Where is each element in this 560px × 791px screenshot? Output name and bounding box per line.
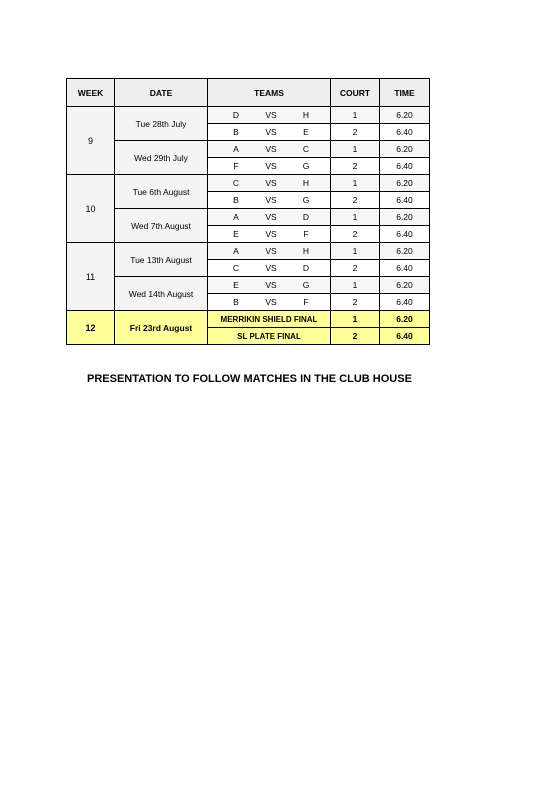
home-team: B xyxy=(233,297,239,307)
match-time: 6.40 xyxy=(380,226,430,243)
away-team: F xyxy=(303,297,309,307)
away-team: G xyxy=(302,161,310,171)
week-number: 10 xyxy=(67,175,115,243)
away-team: G xyxy=(302,280,310,290)
match-time: 6.20 xyxy=(380,277,430,294)
match-court: 1 xyxy=(331,175,380,192)
match-time: 6.20 xyxy=(380,243,430,260)
versus-label: VS xyxy=(265,263,277,273)
match-time: 6.40 xyxy=(380,260,430,277)
match-court: 1 xyxy=(331,243,380,260)
home-team: A xyxy=(233,144,239,154)
final-court: 2 xyxy=(331,328,380,345)
teams-line xyxy=(208,212,330,222)
presentation-note: PRESENTATION TO FOLLOW MATCHES IN THE CLUB HOUSE xyxy=(87,373,412,385)
versus-label: VS xyxy=(265,297,277,307)
versus-label: VS xyxy=(265,110,277,120)
teams-line xyxy=(208,110,330,120)
away-team: H xyxy=(302,246,310,256)
match-teams xyxy=(208,124,331,141)
teams-line xyxy=(208,263,330,273)
away-team: E xyxy=(303,127,309,137)
match-teams xyxy=(208,294,331,311)
match-court: 1 xyxy=(331,141,380,158)
header-teams: TEAMS xyxy=(208,79,331,107)
versus-label: VS xyxy=(265,246,277,256)
match-time: 6.20 xyxy=(380,107,430,124)
match-court: 2 xyxy=(331,192,380,209)
match-court: 2 xyxy=(331,124,380,141)
match-court: 1 xyxy=(331,209,380,226)
match-teams xyxy=(208,158,331,175)
teams-line xyxy=(208,127,330,137)
match-date: Wed 14th August xyxy=(115,277,208,311)
fixtures-body xyxy=(67,107,430,345)
away-team: C xyxy=(302,144,310,154)
versus-label: VS xyxy=(265,280,277,290)
match-teams xyxy=(208,141,331,158)
away-team: F xyxy=(303,229,309,239)
match-row xyxy=(67,243,430,260)
final-date: Fri 23rd August xyxy=(115,311,208,345)
match-time: 6.40 xyxy=(380,294,430,311)
versus-label: VS xyxy=(265,229,277,239)
final-name: SL PLATE FINAL xyxy=(208,328,331,345)
header-date: DATE xyxy=(115,79,208,107)
versus-label: VS xyxy=(265,127,277,137)
match-court: 1 xyxy=(331,277,380,294)
teams-line xyxy=(208,195,330,205)
final-week-number: 12 xyxy=(67,311,115,345)
versus-label: VS xyxy=(265,161,277,171)
match-teams xyxy=(208,107,331,124)
header-week: WEEK xyxy=(67,79,115,107)
match-teams xyxy=(208,226,331,243)
week-number: 9 xyxy=(67,107,115,175)
teams-line xyxy=(208,161,330,171)
home-team: C xyxy=(232,178,240,188)
match-time: 6.20 xyxy=(380,141,430,158)
match-date: Tue 6th August xyxy=(115,175,208,209)
teams-line xyxy=(208,297,330,307)
home-team: B xyxy=(233,195,239,205)
match-date: Tue 28th July xyxy=(115,107,208,141)
away-team: H xyxy=(302,178,310,188)
match-court: 2 xyxy=(331,294,380,311)
match-date: Tue 13th August xyxy=(115,243,208,277)
final-name: MERRIKIN SHIELD FINAL xyxy=(208,311,331,328)
match-teams xyxy=(208,175,331,192)
home-team: A xyxy=(233,246,239,256)
match-time: 6.40 xyxy=(380,124,430,141)
final-time: 6.40 xyxy=(380,328,430,345)
match-teams xyxy=(208,209,331,226)
match-row xyxy=(67,277,430,294)
home-team: A xyxy=(233,212,239,222)
versus-label: VS xyxy=(265,144,277,154)
header-court: COURT xyxy=(331,79,380,107)
teams-line xyxy=(208,229,330,239)
match-court: 1 xyxy=(331,107,380,124)
teams-line xyxy=(208,246,330,256)
match-time: 6.40 xyxy=(380,192,430,209)
header-row xyxy=(67,79,430,107)
match-row xyxy=(67,141,430,158)
away-team: G xyxy=(302,195,310,205)
home-team: E xyxy=(233,229,239,239)
teams-line xyxy=(208,178,330,188)
fixtures-table xyxy=(66,78,430,345)
week-number: 11 xyxy=(67,243,115,311)
match-court: 2 xyxy=(331,226,380,243)
match-date: Wed 29th July xyxy=(115,141,208,175)
match-teams xyxy=(208,243,331,260)
match-row xyxy=(67,107,430,124)
match-teams xyxy=(208,260,331,277)
match-court: 2 xyxy=(331,260,380,277)
match-teams xyxy=(208,277,331,294)
home-team: B xyxy=(233,127,239,137)
final-row xyxy=(67,311,430,328)
home-team: F xyxy=(233,161,239,171)
home-team: E xyxy=(233,280,239,290)
header-time: TIME xyxy=(380,79,430,107)
match-time: 6.20 xyxy=(380,175,430,192)
away-team: H xyxy=(302,110,310,120)
match-date: Wed 7th August xyxy=(115,209,208,243)
away-team: D xyxy=(302,212,310,222)
final-time: 6.20 xyxy=(380,311,430,328)
teams-line xyxy=(208,144,330,154)
match-court: 2 xyxy=(331,158,380,175)
match-row xyxy=(67,175,430,192)
versus-label: VS xyxy=(265,195,277,205)
teams-line xyxy=(208,280,330,290)
match-time: 6.20 xyxy=(380,209,430,226)
home-team: C xyxy=(232,263,240,273)
match-teams xyxy=(208,192,331,209)
final-court: 1 xyxy=(331,311,380,328)
versus-label: VS xyxy=(265,178,277,188)
match-row xyxy=(67,209,430,226)
versus-label: VS xyxy=(265,212,277,222)
home-team: D xyxy=(232,110,240,120)
away-team: D xyxy=(302,263,310,273)
match-time: 6.40 xyxy=(380,158,430,175)
